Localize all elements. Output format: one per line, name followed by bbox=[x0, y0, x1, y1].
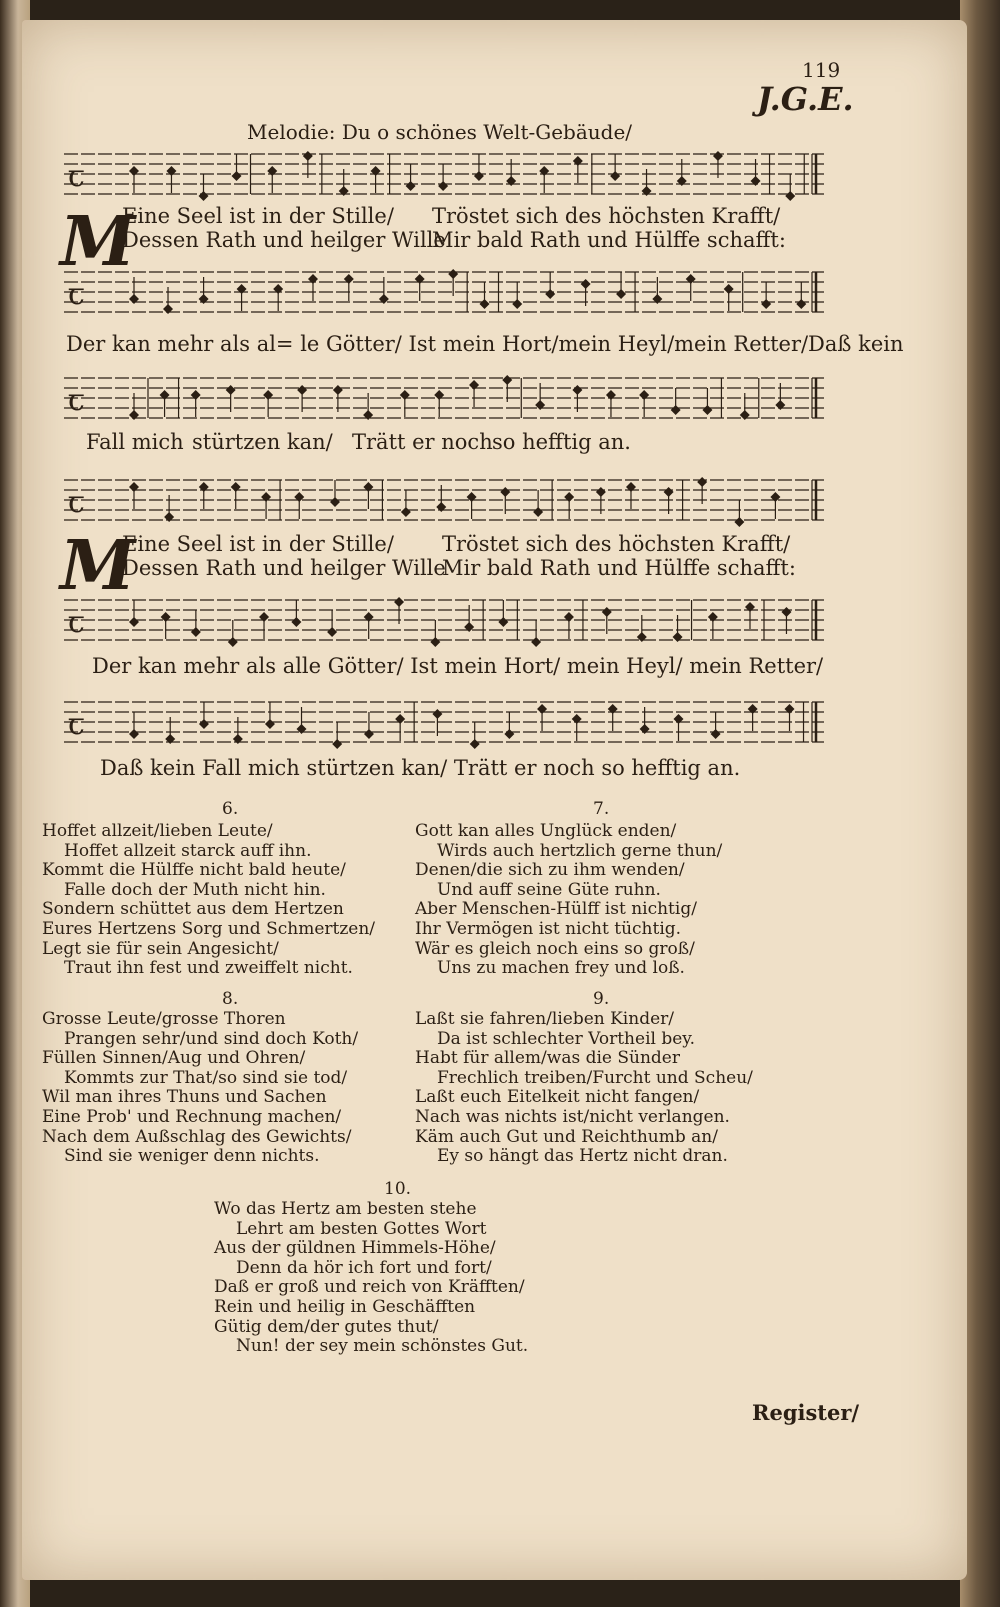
dropcap-2: M bbox=[60, 526, 136, 606]
svg-text:ꞇ: ꞇ bbox=[68, 383, 85, 418]
music-staff-2-2 bbox=[64, 590, 834, 652]
lyric-2-2a: Dessen Rath und heilger Wille bbox=[122, 556, 446, 580]
verse-8 bbox=[42, 990, 402, 1167]
music-staff-2-1 bbox=[64, 470, 834, 532]
verse-line: Nun! der sey mein schönstes Gut. bbox=[236, 1336, 529, 1357]
verse-line: Wil man ihres Thuns und Sachen bbox=[42, 1087, 327, 1108]
lyric-2-4: Daß kein Fall mich stürtzen kan/ Trätt er noch so hefftig an. bbox=[100, 756, 741, 780]
verse-line: Lehrt am besten Gottes Wort bbox=[236, 1218, 487, 1239]
verse-line: Wirds auch hertzlich gerne thun/ bbox=[437, 840, 723, 861]
lyric-2-2b: Mir bald Rath und Hülffe schafft: bbox=[442, 556, 796, 580]
lyric-1-1b: Tröstet sich des höchsten Krafft/ bbox=[432, 204, 781, 228]
book-page bbox=[22, 20, 967, 1580]
verse-line: Gütig dem/der gutes thut/ bbox=[214, 1316, 439, 1337]
signature-mark: J.G.E. bbox=[757, 80, 854, 118]
music-staff-1-3 bbox=[64, 368, 834, 430]
verse-line: Gott kan alles Unglück enden/ bbox=[415, 821, 677, 841]
verse-line: Traut ihn fest und zweiffelt nicht. bbox=[64, 958, 353, 979]
dropcap-1: M bbox=[60, 202, 136, 282]
verse-line: Nach dem Außschlag des Gewichts/ bbox=[42, 1126, 352, 1147]
verse-line: Ey so hängt das Hertz nicht dran. bbox=[437, 1146, 728, 1167]
verse-line: Falle doch der Muth nicht hin. bbox=[64, 879, 326, 900]
melody-heading: Melodie: Du o schönes Welt-Gebäude/ bbox=[247, 120, 633, 144]
lyric-2-1b: Tröstet sich des höchsten Krafft/ bbox=[442, 532, 791, 556]
svg-text:ꞇ: ꞇ bbox=[68, 707, 85, 742]
verse-line: Eures Hertzens Sorg und Schmertzen/ bbox=[42, 918, 376, 939]
verse-number: 6. bbox=[222, 799, 239, 819]
verse-line: Frechlich treiben/Furcht und Scheu/ bbox=[437, 1067, 753, 1088]
verse-6 bbox=[42, 800, 402, 979]
lyric-1-4d-text: so hefftig an. bbox=[492, 430, 631, 454]
svg-text:ꞇ: ꞇ bbox=[68, 605, 85, 640]
catchword: Register/ bbox=[752, 1400, 860, 1425]
lyric-1-4b: stürtzen kan/ bbox=[192, 430, 333, 454]
verse-line: Sind sie weniger denn nichts. bbox=[64, 1146, 320, 1167]
verse-line: Aus der güldnen Himmels-Höhe/ bbox=[214, 1238, 496, 1259]
verse-line: Daß er groß und reich von Kräfften/ bbox=[214, 1277, 525, 1298]
verse-line: Eine Prob' und Rechnung machen/ bbox=[42, 1106, 342, 1127]
verse-line: Laßt euch Eitelkeit nicht fangen/ bbox=[415, 1087, 700, 1108]
lyric-1-3: Der kan mehr als al= le Götter/ Ist mein Hort/mein Heyl/mein Retter/Daß kein bbox=[66, 332, 904, 356]
lyric-2-1a: Eine Seel ist in der Stille/ bbox=[122, 532, 394, 556]
verse-line: Aber Menschen-Hülff ist nichtig/ bbox=[415, 899, 697, 920]
svg-text:ꞇ: ꞇ bbox=[68, 277, 85, 312]
lyric-1-4c: Trätt er noch bbox=[352, 430, 493, 454]
verse-line: Nach was nichts ist/nicht verlangen. bbox=[415, 1106, 730, 1127]
verse-line: Denn da hör ich fort und fort/ bbox=[236, 1257, 492, 1278]
lyric-2-3: Der kan mehr als alle Götter/ Ist mein Hort/ mein Heyl/ mein Retter/ bbox=[92, 654, 824, 678]
verse-line: Käm auch Gut und Reichthumb an/ bbox=[415, 1126, 718, 1147]
verse-line: Und auff seine Güte ruhn. bbox=[437, 879, 661, 900]
verse-line: Kommt die Hülffe nicht bald heute/ bbox=[42, 860, 346, 881]
verse-number: 9. bbox=[593, 989, 610, 1009]
verse-line: Prangen sehr/und sind doch Koth/ bbox=[64, 1028, 359, 1049]
verse-10 bbox=[214, 1180, 634, 1357]
verse-line: Füllen Sinnen/Aug und Ohren/ bbox=[42, 1048, 306, 1069]
verse-line: Legt sie für sein Angesicht/ bbox=[42, 938, 279, 959]
lyric-1-2b: Mir bald Rath und Hülffe schafft: bbox=[432, 228, 786, 252]
verse-line: Hoffet allzeit/lieben Leute/ bbox=[42, 821, 273, 841]
svg-text:ꞇ: ꞇ bbox=[68, 485, 85, 520]
verse-number: 7. bbox=[593, 799, 610, 819]
verse-line: Grosse Leute/grosse Thoren bbox=[42, 1009, 286, 1029]
lyric-1-1a: Eine Seel ist in der Stille/ bbox=[122, 204, 394, 228]
verse-line: Ihr Vermögen ist nicht tüchtig. bbox=[415, 918, 682, 939]
verse-line: Sondern schüttet aus dem Hertzen bbox=[42, 899, 344, 920]
verse-line: Denen/die sich zu ihm wenden/ bbox=[415, 860, 685, 881]
verse-line: Da ist schlechter Vortheil bey. bbox=[437, 1028, 696, 1049]
music-staff-1-2 bbox=[64, 262, 834, 324]
svg-text:ꞇ: ꞇ bbox=[68, 159, 85, 194]
verse-number: 10. bbox=[384, 1179, 412, 1199]
verse-line: Wo das Hertz am besten stehe bbox=[214, 1199, 477, 1219]
verse-line: Uns zu machen frey und loß. bbox=[437, 958, 685, 979]
verse-line: Wär es gleich noch eins so groß/ bbox=[415, 938, 695, 959]
lyric-1-4a: Fall mich bbox=[86, 430, 184, 454]
lyric-1-2a: Dessen Rath und heilger Wille bbox=[122, 228, 446, 252]
music-staff-1-1 bbox=[64, 144, 834, 206]
verse-line: Hoffet allzeit starck auff ihn. bbox=[64, 840, 312, 861]
verse-line: Kommts zur That/so sind sie tod/ bbox=[64, 1067, 348, 1088]
verse-7 bbox=[415, 800, 795, 979]
verse-line: Laßt sie fahren/lieben Kinder/ bbox=[415, 1009, 674, 1029]
verse-9 bbox=[415, 990, 795, 1167]
verse-line: Rein und heilig in Geschäfften bbox=[214, 1296, 476, 1317]
verse-number: 8. bbox=[222, 989, 239, 1009]
page-number: 119 bbox=[802, 58, 841, 82]
music-staff-2-3 bbox=[64, 692, 834, 754]
verse-line: Habt für allem/was die Sünder bbox=[415, 1048, 680, 1069]
